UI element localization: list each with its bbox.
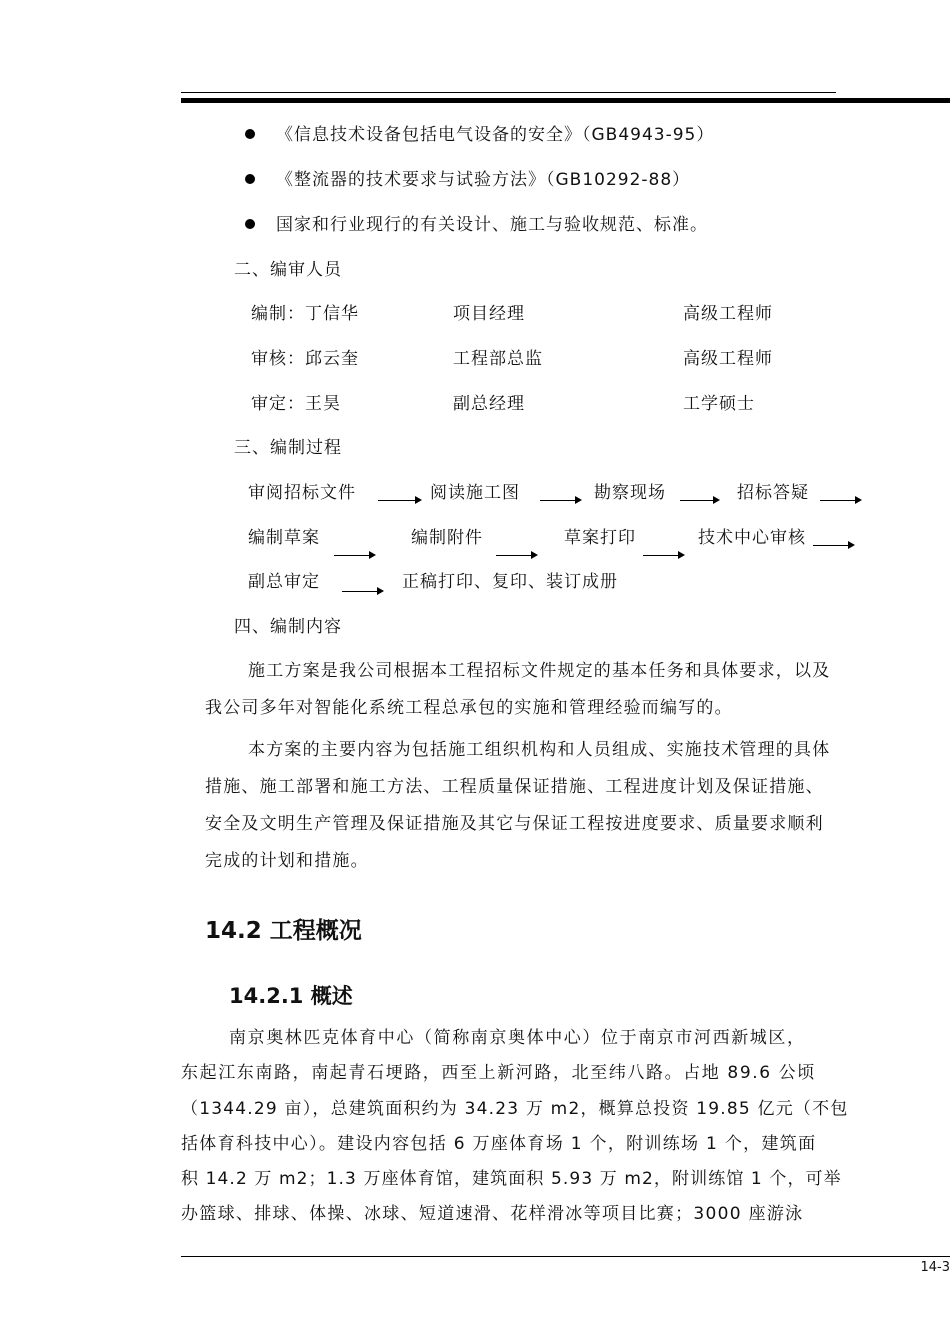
bullet-text: 《信息技术设备包括电气设备的安全》（GB4943-95） bbox=[276, 125, 715, 145]
section-heading: 四、编制内容 bbox=[234, 617, 342, 637]
arrow-icon bbox=[378, 500, 416, 501]
header-rule-thick bbox=[181, 98, 950, 103]
arrow-icon bbox=[680, 500, 714, 501]
process-step: 编制草案 bbox=[248, 528, 320, 548]
process-step: 编制附件 bbox=[411, 528, 483, 548]
staff-title: 副总经理 bbox=[453, 394, 525, 414]
staff-rank: 高级工程师 bbox=[683, 349, 773, 369]
overview-line: 办篮球、排球、体操、冰球、短道速滑、花样滑冰等项目比赛；3000 座游泳 bbox=[181, 1204, 804, 1224]
overview-line: 东起江东南路，南起青石埂路，西至上新河路，北至纬八路。占地 89.6 公顷 bbox=[181, 1063, 816, 1083]
bullet-dot bbox=[245, 129, 255, 139]
bullet-dot bbox=[245, 174, 255, 184]
process-step: 勘察现场 bbox=[594, 483, 666, 503]
page-number: 14-3 bbox=[920, 1260, 950, 1275]
section-heading: 二、编审人员 bbox=[234, 260, 342, 280]
paragraph: 施工方案是我公司根据本工程招标文件规定的基本任务和具体要求，以及我公司多年对智能化系统工程总承包的实施和管理经验而编写的。 bbox=[205, 661, 831, 718]
overview-line: （1344.29 亩），总建筑面积约为 34.23 万 m2，概算总投资 19.85 亿元（不包 bbox=[181, 1099, 849, 1119]
header-rule-thin bbox=[181, 92, 836, 93]
staff-title: 工程部总监 bbox=[453, 349, 543, 369]
paragraph: 本方案的主要内容为包括施工组织机构和人员组成、实施技术管理的具体措施、施工部署和施工方法、工程质量保证措施、工程进度计划及保证措施、安全及文明生产管理及保证措施及其它与保证工程按进度要求、质量要求顺利完成的计划和措施。 bbox=[205, 740, 831, 871]
process-step: 审阅招标文件 bbox=[248, 483, 356, 503]
subsection-title: 14.2.1 概述 bbox=[229, 984, 353, 1008]
staff-role: 审核：邱云奎 bbox=[251, 349, 359, 369]
process-step: 技术中心审核 bbox=[698, 528, 806, 548]
overview-line: 积 14.2 万 m2；1.3 万座体育馆，建筑面积 5.93 万 m2，附训练馆 1 个，可举 bbox=[181, 1169, 842, 1189]
process-step: 副总审定 bbox=[248, 572, 320, 592]
section-heading: 三、编制过程 bbox=[234, 438, 342, 458]
arrow-icon bbox=[334, 555, 370, 556]
staff-role: 审定：王昊 bbox=[251, 394, 341, 414]
staff-rank: 工学硕士 bbox=[683, 394, 755, 414]
arrow-icon bbox=[496, 555, 532, 556]
process-step: 正稿打印、复印、装订成册 bbox=[402, 572, 618, 592]
bullet-dot bbox=[245, 219, 255, 229]
arrow-icon bbox=[342, 591, 378, 592]
footer-rule bbox=[181, 1256, 950, 1257]
overview-line: 南京奥林匹克体育中心（简称南京奥体中心）位于南京市河西新城区， bbox=[229, 1028, 806, 1048]
process-step: 草案打印 bbox=[564, 528, 636, 548]
arrow-icon bbox=[813, 545, 849, 546]
process-step: 招标答疑 bbox=[737, 483, 809, 503]
arrow-icon bbox=[643, 555, 679, 556]
staff-rank: 高级工程师 bbox=[683, 304, 773, 324]
staff-role: 编制：丁信华 bbox=[251, 304, 359, 324]
overview-line: 括体育科技中心）。建设内容包括 6 万座体育场 1 个，附训练场 1 个，建筑面 bbox=[181, 1134, 817, 1154]
staff-title: 项目经理 bbox=[453, 304, 525, 324]
bullet-text: 《整流器的技术要求与试验方法》（GB10292-88） bbox=[276, 170, 691, 190]
bullet-text: 国家和行业现行的有关设计、施工与验收规范、标准。 bbox=[276, 215, 708, 235]
arrow-icon bbox=[820, 500, 856, 501]
process-step: 阅读施工图 bbox=[430, 483, 520, 503]
section-title: 14.2 工程概况 bbox=[205, 918, 362, 944]
arrow-icon bbox=[540, 500, 576, 501]
